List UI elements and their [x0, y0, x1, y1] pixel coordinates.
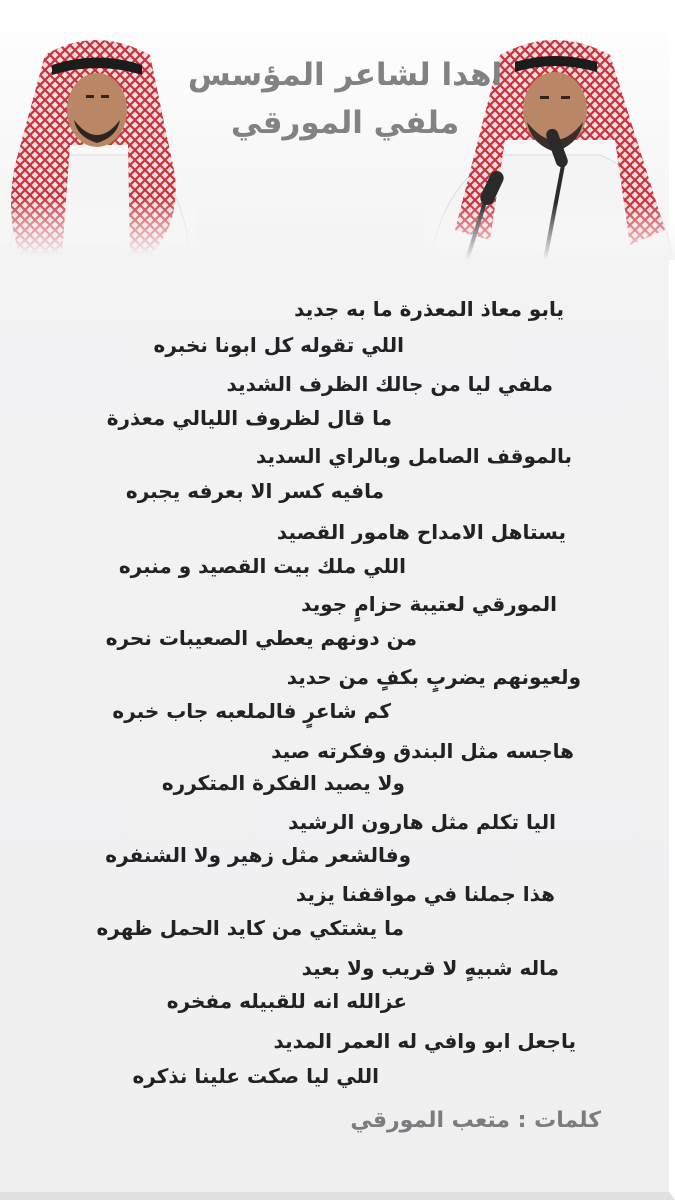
verse-line: المورقي لعتيبة حزامٍ جويد — [301, 592, 557, 616]
honoree-name: ملفي المورقي — [230, 105, 460, 141]
verse-line: ياجعل ابو وافي له العمر المديد — [273, 1029, 576, 1053]
verse-line: ما قال لظروف الليالي معذرة — [106, 406, 392, 430]
verse-line: ماله شبيهٍ لا قريب ولا بعيد — [301, 956, 559, 980]
verse-line: كم شاعرٍ فالملعبه جاب خبره — [112, 699, 391, 723]
verse-line: اللي تقوله كل ابونا نخبره — [153, 333, 404, 357]
verse-line: يابو معاذ المعذرة ما به جديد — [294, 297, 564, 321]
verse-line: بالموقف الصامل وبالراي السديد — [255, 444, 572, 468]
verse-line: اليا تكلم مثل هارون الرشيد — [288, 810, 556, 834]
verse-line: هاجسه مثل البندق وفكرته صيد — [271, 739, 574, 763]
portrait-left — [0, 25, 195, 255]
page-title: اهدا لشاعر المؤسس — [187, 57, 503, 93]
verse-line: يستاهل الامداح هامور القصيد — [276, 520, 566, 544]
verse-line: ولا يصيد الفكرة المتكرره — [161, 771, 405, 795]
author-credit: كلمات : متعب المورقي — [350, 1108, 601, 1133]
verse-line: من دونهم يعطي الصعيبات نحره — [105, 626, 417, 650]
verse-line: هذا جملنا في مواقفنا يزيد — [295, 882, 555, 906]
verse-line: ملفي ليا من جالك الظرف الشديد — [226, 372, 553, 396]
verse-line: اللي ملك بيت القصيد و منبره — [118, 554, 406, 578]
verse-line: ولعيونهم يضربٍ بكفٍ من حديد — [286, 665, 581, 689]
verse-line: عزالله انه للقبيله مفخره — [166, 989, 407, 1013]
verse-line: ما يشتكي من كايد الحمل ظهره — [96, 916, 404, 940]
verse-line: اللي ليا صكت علينا نذكره — [132, 1064, 379, 1088]
verse-line: مافيه كسر الا بعرفه يجبره — [125, 479, 384, 503]
verse-line: وفالشعر مثل زهير ولا الشنفره — [105, 843, 411, 867]
